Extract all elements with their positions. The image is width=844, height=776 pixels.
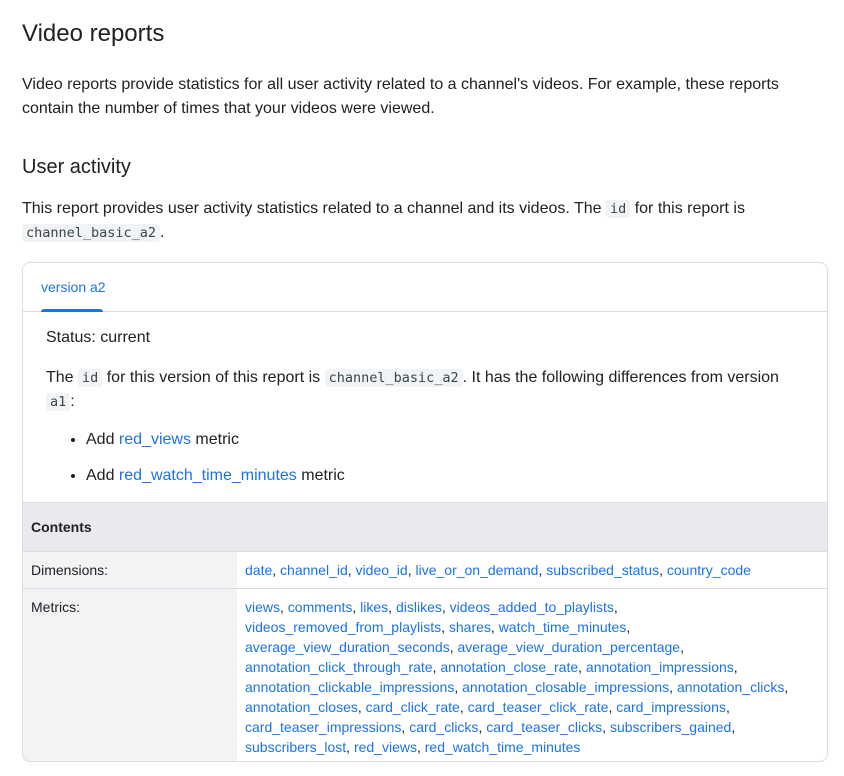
contents-table [23, 502, 827, 762]
table-row [23, 552, 827, 589]
section-title: User activity [22, 156, 131, 178]
change-suffix: metric [296, 467, 345, 484]
version-card [22, 262, 828, 762]
dimension-link-date[interactable]: date [245, 562, 273, 578]
metric-link-card-clicks[interactable]: card_clicks [409, 719, 479, 735]
diff-middle: for this version of this report is [102, 369, 325, 386]
metric-link-annotation-closes[interactable]: annotation_closes [245, 699, 358, 715]
red-watch-time-minutes-link[interactable]: red_watch_time_minutes [118, 467, 297, 484]
separator: , [538, 562, 547, 578]
status-text: Status: current [46, 329, 151, 346]
diff-suffix: . It has the following differences from version [462, 369, 779, 386]
page-title: Video reports [22, 20, 165, 47]
separator: , [347, 562, 356, 578]
metric-link-annotation-clicks[interactable]: annotation_clicks [676, 679, 785, 695]
separator: , [401, 719, 410, 735]
separator: , [459, 699, 468, 715]
separator: , [613, 599, 618, 615]
change-prefix: Add [86, 467, 119, 484]
separator: , [626, 619, 631, 635]
report-id-code: channel_basic_a2 [325, 369, 463, 387]
separator: , [272, 562, 281, 578]
id-code: id [606, 200, 630, 218]
metric-link-annotation-impressions[interactable]: annotation_impressions [585, 659, 734, 675]
table-row [23, 589, 827, 763]
metrics-label: Metrics: [23, 589, 237, 763]
metric-link-likes[interactable]: likes [360, 599, 389, 615]
separator: , [784, 679, 789, 695]
metric-link-red-views[interactable]: red_views [353, 739, 417, 755]
metric-link-annotation-click-through-rate[interactable]: annotation_click_through_rate [245, 659, 433, 675]
metric-link-card-impressions[interactable]: card_impressions [616, 699, 726, 715]
tab-version-a2[interactable]: version a2 [41, 279, 106, 295]
metric-link-card-teaser-clicks[interactable]: card_teaser_clicks [486, 719, 603, 735]
report-id-code: channel_basic_a2 [22, 224, 160, 242]
metric-link-videos-removed-from-playlists[interactable]: videos_removed_from_playlists [245, 619, 442, 635]
separator: , [659, 562, 667, 578]
metric-link-subscribers-lost[interactable]: subscribers_lost [245, 739, 347, 755]
change-suffix: metric [190, 431, 239, 448]
metric-link-comments[interactable]: comments [287, 599, 353, 615]
red-views-link[interactable]: red_views [118, 431, 191, 448]
report-desc-prefix: This report provides user activity statistics related to a channel and its videos. The [22, 200, 606, 217]
report-desc-suffix: . [160, 224, 165, 241]
separator: , [432, 659, 441, 675]
separator: , [608, 699, 617, 715]
report-description [22, 197, 822, 245]
metrics-list [237, 589, 827, 763]
dimension-link-live-or-on-demand[interactable]: live_or_on_demand [415, 562, 539, 578]
list-item [86, 428, 804, 452]
intro-paragraph: Video reports provide statistics for all user activity related to a channel's videos. For example, these reports contain the number of times that your videos were viewed. [22, 76, 779, 117]
metric-link-annotation-close-rate[interactable]: annotation_close_rate [440, 659, 579, 675]
report-desc-middle: for this report is [630, 200, 745, 217]
tab-bar [23, 263, 827, 312]
separator: , [454, 679, 463, 695]
metric-link-average-view-duration-seconds[interactable]: average_view_duration_seconds [245, 639, 450, 655]
separator: , [280, 599, 288, 615]
tab-active-indicator [41, 309, 103, 312]
separator: , [449, 639, 458, 655]
change-prefix: Add [86, 431, 119, 448]
diff-prefix: The [46, 369, 79, 386]
metric-link-annotation-clickable-impressions[interactable]: annotation_clickable_impressions [245, 679, 455, 695]
separator: , [346, 739, 354, 755]
metric-link-card-click-rate[interactable]: card_click_rate [365, 699, 460, 715]
separator: , [407, 562, 416, 578]
metric-link-average-view-duration-percentage[interactable]: average_view_duration_percentage [457, 639, 681, 655]
metric-link-card-teaser-impressions[interactable]: card_teaser_impressions [245, 719, 402, 735]
version-differences [46, 366, 804, 414]
dimensions-label: Dimensions: [23, 552, 237, 589]
separator: , [490, 619, 499, 635]
metric-link-watch-time-minutes[interactable]: watch_time_minutes [498, 619, 627, 635]
dimension-link-country-code[interactable]: country_code [666, 562, 751, 578]
separator: , [357, 699, 366, 715]
separator: , [388, 599, 396, 615]
separator: , [441, 599, 450, 615]
separator: , [733, 659, 738, 675]
metric-link-shares[interactable]: shares [448, 619, 491, 635]
separator: , [680, 639, 684, 655]
separator: , [602, 719, 610, 735]
dimension-link-subscribed-status[interactable]: subscribed_status [546, 562, 660, 578]
old-version-code: a1 [46, 393, 70, 411]
list-item [86, 464, 804, 488]
changes-list [46, 428, 804, 488]
id-code: id [78, 369, 102, 387]
metric-link-views[interactable]: views [245, 599, 281, 615]
tab-panel [23, 326, 827, 488]
dimensions-list [237, 552, 827, 589]
metric-link-red-watch-time-minutes[interactable]: red_watch_time_minutes [424, 739, 581, 755]
separator: , [441, 619, 449, 635]
separator: , [731, 719, 736, 735]
separator: , [416, 739, 425, 755]
metric-link-videos-added-to-playlists[interactable]: videos_added_to_playlists [449, 599, 614, 615]
dimension-link-channel-id[interactable]: channel_id [280, 562, 348, 578]
metric-link-dislikes[interactable]: dislikes [395, 599, 442, 615]
metric-link-card-teaser-click-rate[interactable]: card_teaser_click_rate [467, 699, 609, 715]
table-header-row [23, 503, 827, 552]
metric-link-annotation-closable-impressions[interactable]: annotation_closable_impressions [462, 679, 670, 695]
separator: , [478, 719, 487, 735]
contents-header: Contents [23, 503, 827, 552]
separator: , [669, 679, 677, 695]
separator: , [578, 659, 586, 675]
dimension-link-video-id[interactable]: video_id [355, 562, 408, 578]
metric-link-subscribers-gained[interactable]: subscribers_gained [609, 719, 732, 735]
separator: , [725, 699, 730, 715]
separator: , [352, 599, 361, 615]
diff-colon: : [70, 393, 75, 410]
